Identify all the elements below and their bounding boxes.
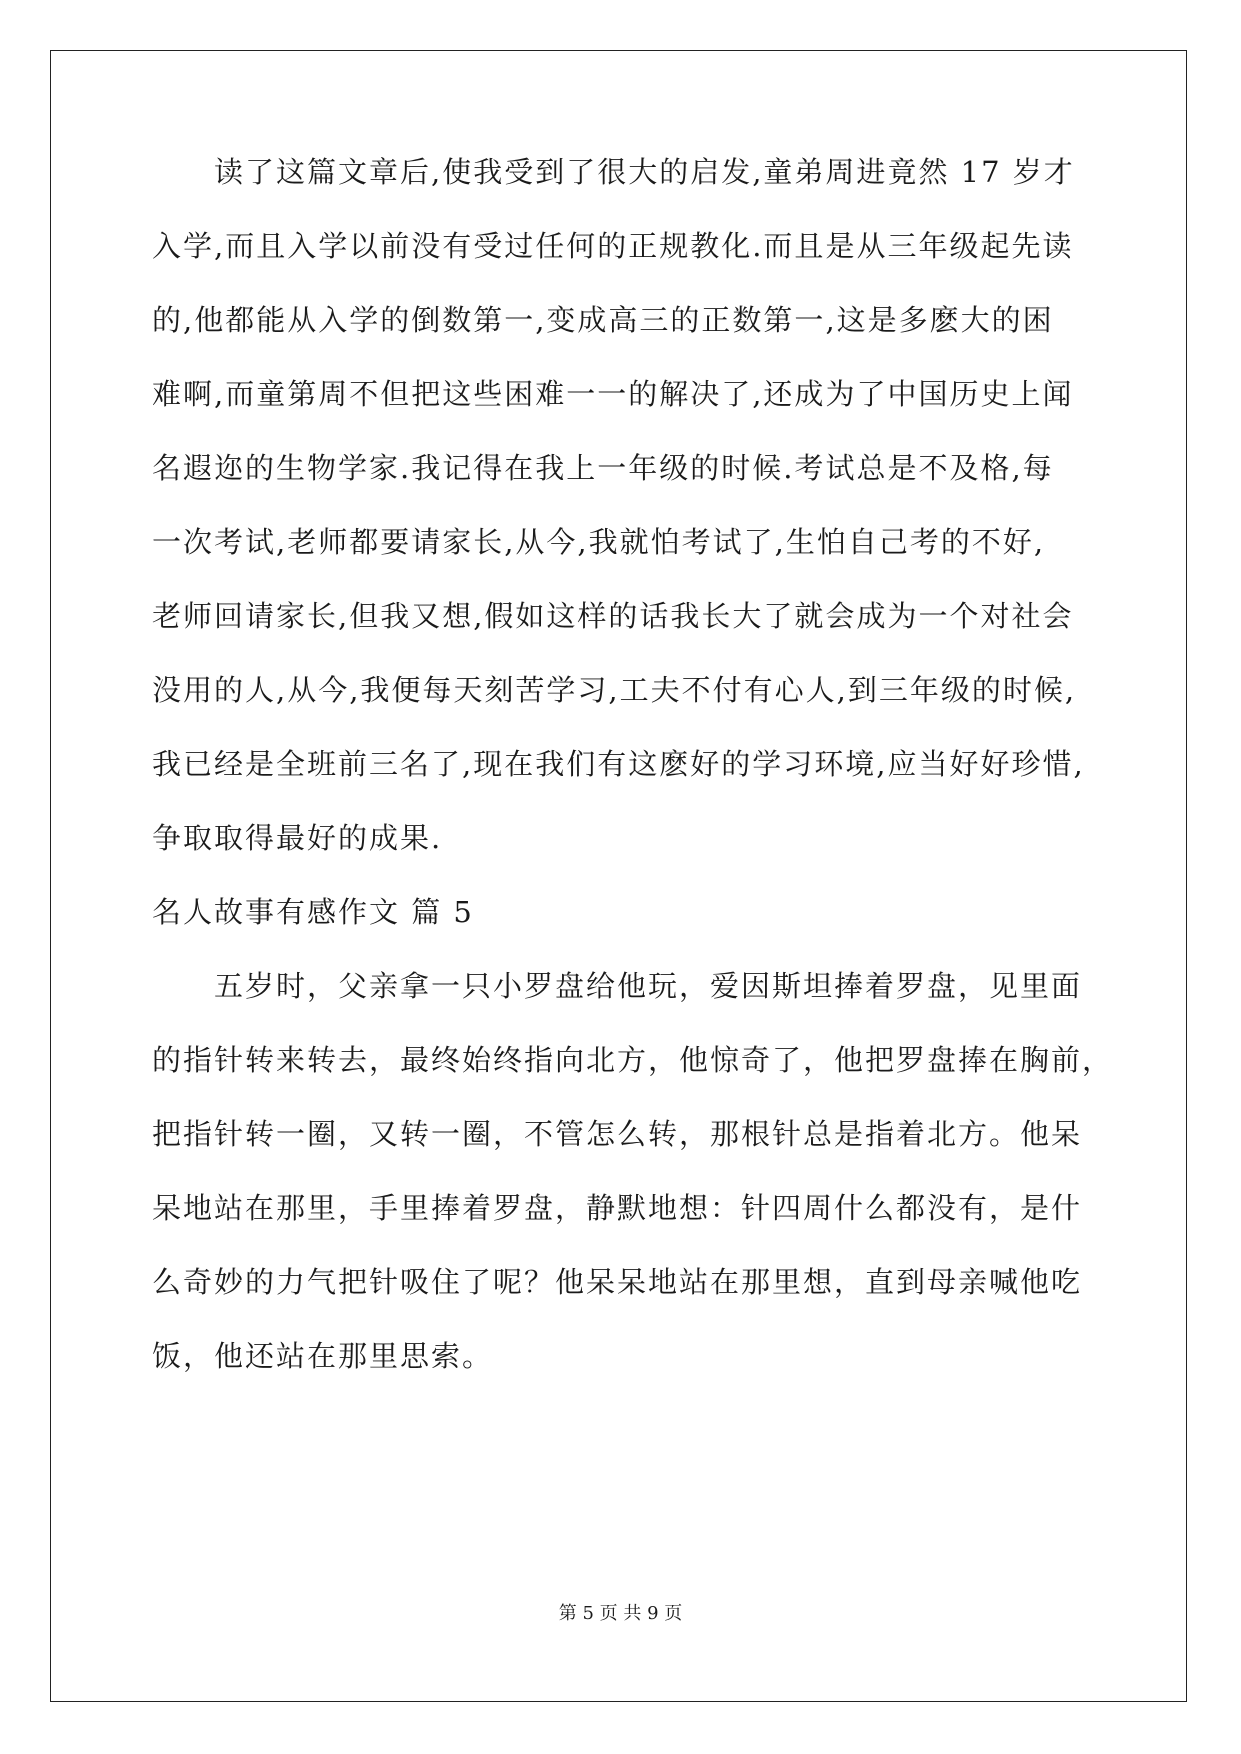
paragraph-2-line: 饭，他还站在那里思索。 — [152, 1339, 494, 1373]
paragraph-1-line: 老师回请家长,但我又想,假如这样的话我长大了就会成为一个对社会 — [152, 599, 1074, 633]
page-number-footer: 第 5 页 共 9 页 — [558, 1603, 683, 1624]
paragraph-2-line: 把指针转一圈，又转一圈，不管怎么转，那根针总是指着北方。他呆 — [152, 1117, 1083, 1151]
paragraph-1-line: 一次考试,老师都要请家长,从今,我就怕考试了,生怕自己考的不好, — [152, 525, 1046, 559]
paragraph-1-line: 争取取得最好的成果. — [152, 821, 443, 855]
paragraph-1-line: 名遐迩的生物学家.我记得在我上一年级的时候.考试总是不及格,每 — [152, 451, 1054, 485]
paragraph-2-line: 五岁时，父亲拿一只小罗盘给他玩，爱因斯坦捧着罗盘，见里面 — [214, 969, 1083, 1003]
paragraph-1-line: 读了这篇文章后,使我受到了很大的启发,童弟周进竟然 17 岁才 — [214, 155, 1075, 189]
paragraph-1-line: 难啊,而童第周不但把这些困难一一的解决了,还成为了中国历史上闻 — [152, 377, 1074, 411]
paragraph-1-line: 入学,而且入学以前没有受过任何的正规教化.而且是从三年级起先读 — [152, 229, 1074, 263]
page-border — [50, 50, 1187, 1702]
paragraph-2-line: 么奇妙的力气把针吸住了呢？他呆呆地站在那里想，直到母亲喊他吃 — [152, 1265, 1083, 1299]
paragraph-1-line: 的,他都能从入学的倒数第一,变成高三的正数第一,这是多麽大的困 — [152, 303, 1054, 337]
paragraph-2-line: 呆地站在那里，手里捧着罗盘，静默地想：针四周什么都没有，是什 — [152, 1191, 1083, 1225]
paragraph-2-line: 的指针转来转去，最终始终指向北方，他惊奇了，他把罗盘捧在胸前， — [152, 1043, 1114, 1077]
paragraph-1-line: 我已经是全班前三名了,现在我们有这麽好的学习环境,应当好好珍惜, — [152, 747, 1085, 781]
section-heading: 名人故事有感作文 篇 5 — [152, 895, 474, 929]
paragraph-1-line: 没用的人,从今,我便每天刻苦学习,工夫不付有心人,到三年级的时候, — [152, 673, 1077, 707]
